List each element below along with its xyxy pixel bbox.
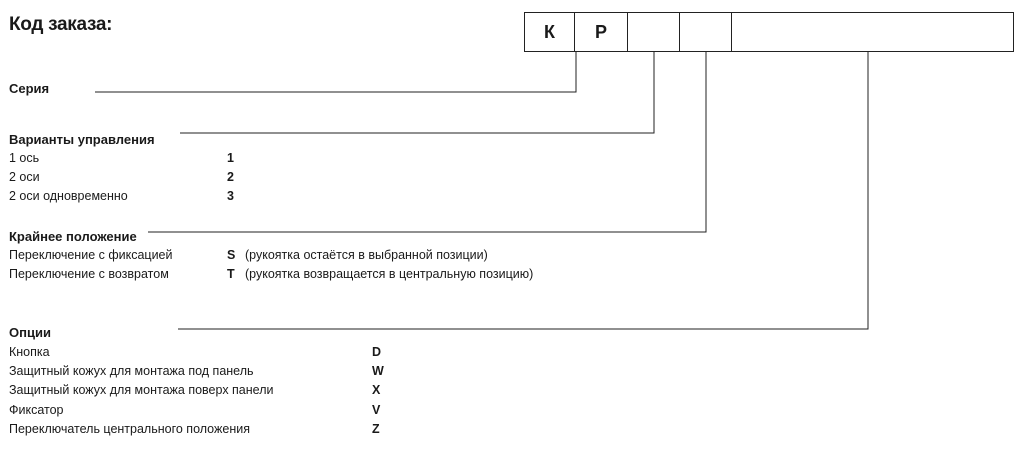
- end-position-option-label: Переключение с фиксацией: [9, 248, 173, 262]
- options-item-code: W: [372, 364, 384, 378]
- leader-end-position: [148, 52, 706, 232]
- end-position-option-note: (рукоятка остаётся в выбранной позиции): [245, 248, 488, 262]
- options-item-code: V: [372, 403, 381, 417]
- code-box-3: [627, 12, 680, 52]
- code-box-5: [731, 12, 1014, 52]
- end-position-heading: Крайнее положение: [9, 229, 137, 244]
- code-box-4: [679, 12, 732, 52]
- end-position-option-label: Переключение с возвратом: [9, 267, 169, 281]
- leader-control: [180, 52, 654, 133]
- options-item-label: Переключатель центрального положения: [9, 422, 250, 436]
- control-option-label: 2 оси: [9, 170, 40, 184]
- code-box-1: К: [524, 12, 575, 52]
- leader-series: [95, 52, 576, 92]
- end-position-option-code: T: [227, 267, 235, 281]
- control-option-code: 2: [227, 170, 234, 184]
- page-title: Код заказа:: [9, 14, 113, 35]
- control-option-label: 2 оси одновременно: [9, 189, 128, 203]
- options-item-label: Кнопка: [9, 345, 50, 359]
- options-item-label: Защитный кожух для монтажа под панель: [9, 364, 254, 378]
- options-item-code: Z: [372, 422, 380, 436]
- options-item-code: X: [372, 383, 381, 397]
- end-position-option-code: S: [227, 248, 236, 262]
- code-box-2: Р: [574, 12, 628, 52]
- options-heading: Опции: [9, 325, 51, 340]
- control-option-code: 3: [227, 189, 234, 203]
- end-position-option-note: (рукоятка возвращается в центральную позицию): [245, 267, 534, 281]
- control-heading: Варианты управления: [9, 132, 155, 147]
- options-item-code: D: [372, 345, 382, 359]
- leader-options: [178, 52, 868, 329]
- control-option-code: 1: [227, 151, 234, 165]
- control-option-label: 1 ось: [9, 151, 40, 165]
- options-item-label: Фиксатор: [9, 403, 64, 417]
- options-item-label: Защитный кожух для монтажа поверх панели: [9, 383, 274, 397]
- series-heading: Серия: [9, 81, 50, 96]
